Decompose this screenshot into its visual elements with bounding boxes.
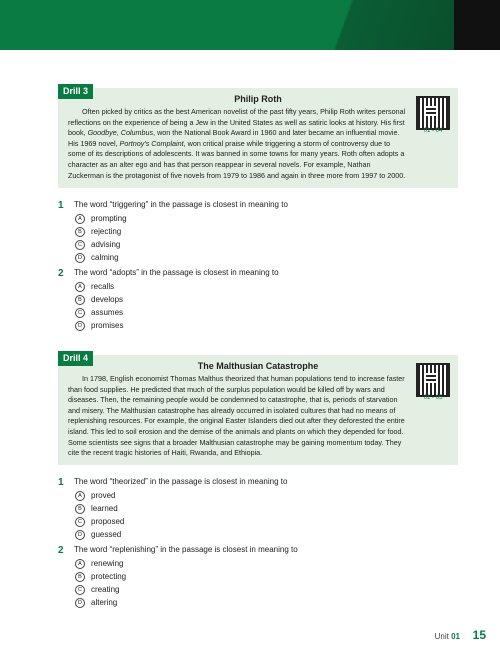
header-cap — [454, 0, 500, 50]
qr-code-icon — [416, 363, 450, 397]
drill-4-tag: Drill 4 — [58, 351, 93, 366]
drill-4-passage: In 1798, English economist Thomas Malthus theorized that human populations tend to increase faster than food supplies. He predicted that much of the surplus population would be killed off by wars and diseases. Then, the remaining people would be condemned to catastrophe, that is, periods of starvation and misery. The Malthusian catastrophe has already occurred in isolated cultures that had no means of replenishing resources. For example, the original Easter Islanders died out after they deforested the entire island. This led to soil erosion and the demise of the animals and plants on which they depended for food. Some scientists see signs that a broader Malthusian catastrophe may be gaining momentum today. They cite the recent tragic histories of Haiti, Rwanda, and Ethiopia. — [68, 374, 405, 458]
option-d[interactable]: D promises — [75, 321, 123, 331]
option-c[interactable]: C creating — [75, 585, 119, 595]
drill-3-qr-label: 01 - 04 — [423, 128, 443, 134]
header-band — [0, 0, 500, 50]
option-a[interactable]: A recalls — [75, 282, 114, 292]
drill-4-qr-label: 01 - 05 — [423, 395, 443, 401]
option-c[interactable]: C assumes — [75, 308, 123, 318]
option-d[interactable]: D guessed — [75, 530, 121, 540]
drill-4-panel — [58, 355, 458, 465]
qr-code-icon — [416, 96, 450, 130]
option-b[interactable]: B rejecting — [75, 227, 121, 237]
option-c[interactable]: C proposed — [75, 517, 124, 527]
option-b[interactable]: B learned — [75, 504, 118, 514]
option-c[interactable]: C advising — [75, 240, 120, 250]
question-stem: The word “adopts” in the passage is closest in meaning to — [74, 268, 279, 277]
question-stem: The word “theorized” in the passage is closest in meaning to — [74, 477, 288, 486]
page-number: 15 — [472, 628, 486, 642]
drill-3-passage: Often picked by critics as the best American novelist of the past fifty years, Philip Roth writes personal reflections on the experience of being a Jew in the United States as well as satiric looks at history. His first book, Goodbye, Columbus, won the National Book Award in 1960 and later became an influential movie. His 1969 novel, Portnoy's Complaint, won critical praise while triggering a storm of controversy due to some of its descriptions of adolescents. It was banned in some towns for many years. Roth often adopts a character as an alter ego and has that person reappear in several novels. For example, Nathan Zuckerman is the protagonist of five novels from 1979 to 1986 and again in three more from 1997 to 2000. — [68, 107, 406, 180]
drill-3-tag: Drill 3 — [58, 84, 93, 99]
question-stem: The word “triggering” in the passage is closest in meaning to — [74, 200, 288, 209]
question-number: 1 — [58, 200, 64, 211]
option-a[interactable]: A proved — [75, 491, 115, 501]
question-stem: The word “replenishing” in the passage is closest in meaning to — [74, 545, 298, 554]
drill-4-title: The Malthusian Catastrophe — [197, 361, 319, 371]
drill-3-panel — [58, 88, 458, 188]
option-a[interactable]: A prompting — [75, 214, 127, 224]
question-number: 2 — [58, 545, 64, 556]
option-b[interactable]: B protecting — [75, 572, 126, 582]
option-b[interactable]: B develops — [75, 295, 123, 305]
question-number: 1 — [58, 477, 64, 488]
drill-3-title: Philip Roth — [234, 94, 282, 104]
footer-unit: Unit 01 — [434, 632, 460, 641]
option-d[interactable]: D calming — [75, 253, 119, 263]
option-a[interactable]: A renewing — [75, 559, 123, 569]
question-number: 2 — [58, 268, 64, 279]
option-d[interactable]: D altering — [75, 598, 117, 608]
